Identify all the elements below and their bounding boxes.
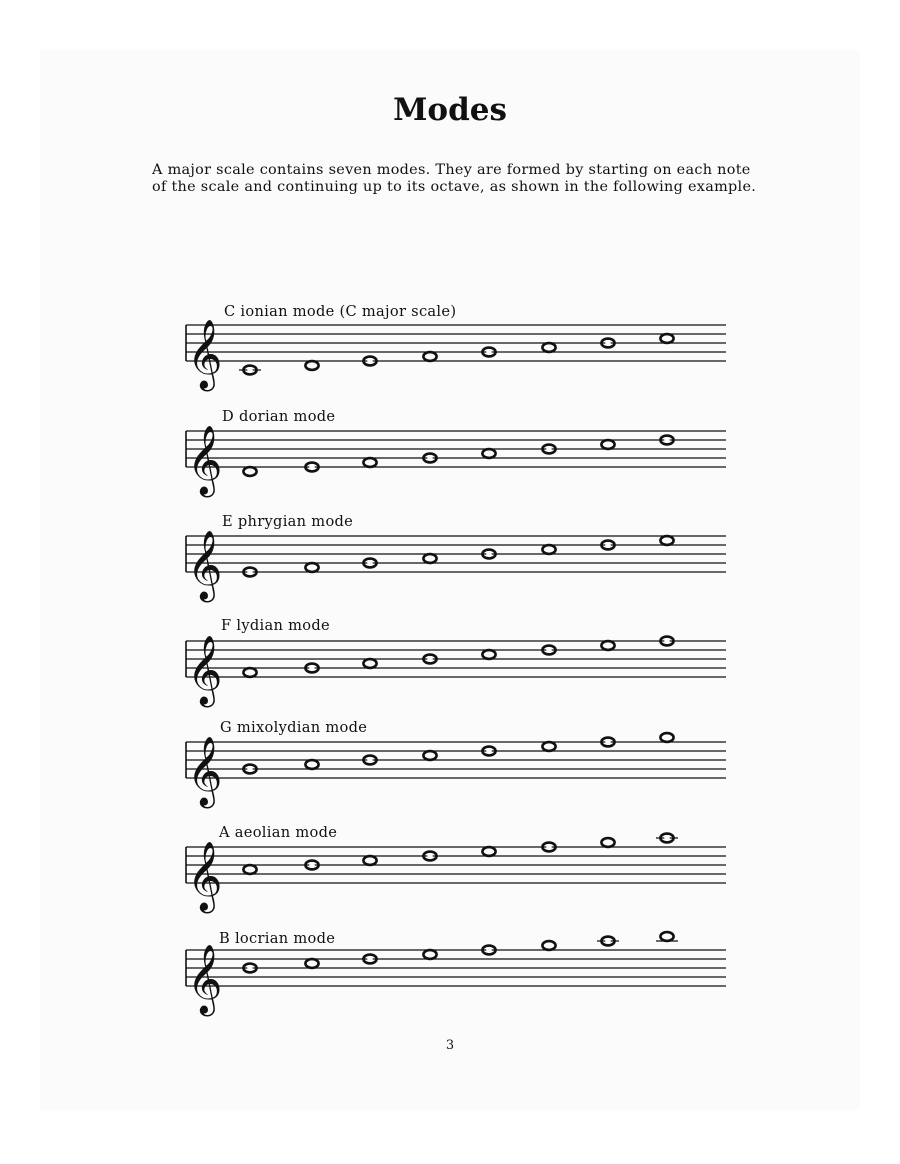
page-title: Modes (393, 92, 507, 128)
whole-note-icon (482, 847, 495, 856)
staff-6 (186, 834, 726, 913)
intro-line-1: A major scale contains seven modes. They are formed by starting on each note (152, 162, 751, 178)
intro-line-2: of the scale and continuing up to its octave, as shown in the following example. (152, 179, 757, 195)
whole-note-icon (423, 751, 436, 760)
whole-note-icon (239, 366, 261, 375)
whole-note-icon (542, 545, 555, 554)
treble-clef-icon: 𝄞 (187, 944, 223, 1014)
treble-clef-icon: 𝄞 (187, 530, 223, 600)
treble-clef-icon: 𝄞 (187, 425, 223, 495)
whole-note-icon (601, 440, 614, 449)
whole-note-icon (305, 760, 318, 769)
mode-label-phrygian: E phrygian mode (222, 513, 354, 530)
whole-note-icon (660, 334, 673, 343)
whole-note-icon (363, 458, 376, 467)
treble-clef-icon: 𝄞 (187, 736, 223, 806)
whole-note-icon (305, 361, 318, 370)
whole-note-icon (482, 449, 495, 458)
whole-note-icon (542, 742, 555, 751)
whole-note-icon (243, 467, 256, 476)
staff-4 (186, 635, 726, 707)
whole-note-icon (656, 932, 678, 941)
whole-note-icon (363, 659, 376, 668)
whole-note-icon (660, 536, 673, 545)
staff-7 (186, 932, 726, 1016)
whole-note-icon (482, 650, 495, 659)
whole-note-icon (423, 554, 436, 563)
whole-note-icon (601, 641, 614, 650)
whole-note-icon (363, 856, 376, 865)
whole-note-icon (660, 733, 673, 742)
whole-note-icon (597, 937, 619, 946)
whole-note-icon (542, 343, 555, 352)
whole-note-icon (423, 950, 436, 959)
treble-clef-icon: 𝄞 (187, 841, 223, 911)
mode-label-locrian: B locrian mode (219, 930, 336, 947)
mode-label-ionian: C ionian mode (C major scale) (224, 303, 457, 320)
whole-note-icon (243, 865, 256, 874)
staff-1 (186, 319, 726, 391)
treble-clef-icon: 𝄞 (187, 319, 223, 389)
treble-clef-icon: 𝄞 (187, 635, 223, 705)
mode-label-mixolydian: G mixolydian mode (220, 719, 368, 736)
whole-note-icon (601, 838, 614, 847)
staff-3 (186, 530, 726, 602)
staff-2 (186, 425, 726, 497)
whole-note-icon (656, 834, 678, 843)
page-number: 3 (445, 1038, 455, 1053)
whole-note-icon (542, 941, 555, 950)
staff-5 (186, 733, 726, 808)
whole-note-icon (305, 563, 318, 572)
whole-note-icon (243, 668, 256, 677)
mode-label-aeolian: A aeolian mode (219, 824, 338, 841)
whole-note-icon (423, 352, 436, 361)
whole-note-icon (305, 959, 318, 968)
mode-label-dorian: D dorian mode (222, 408, 336, 425)
mode-label-lydian: F lydian mode (221, 617, 330, 634)
